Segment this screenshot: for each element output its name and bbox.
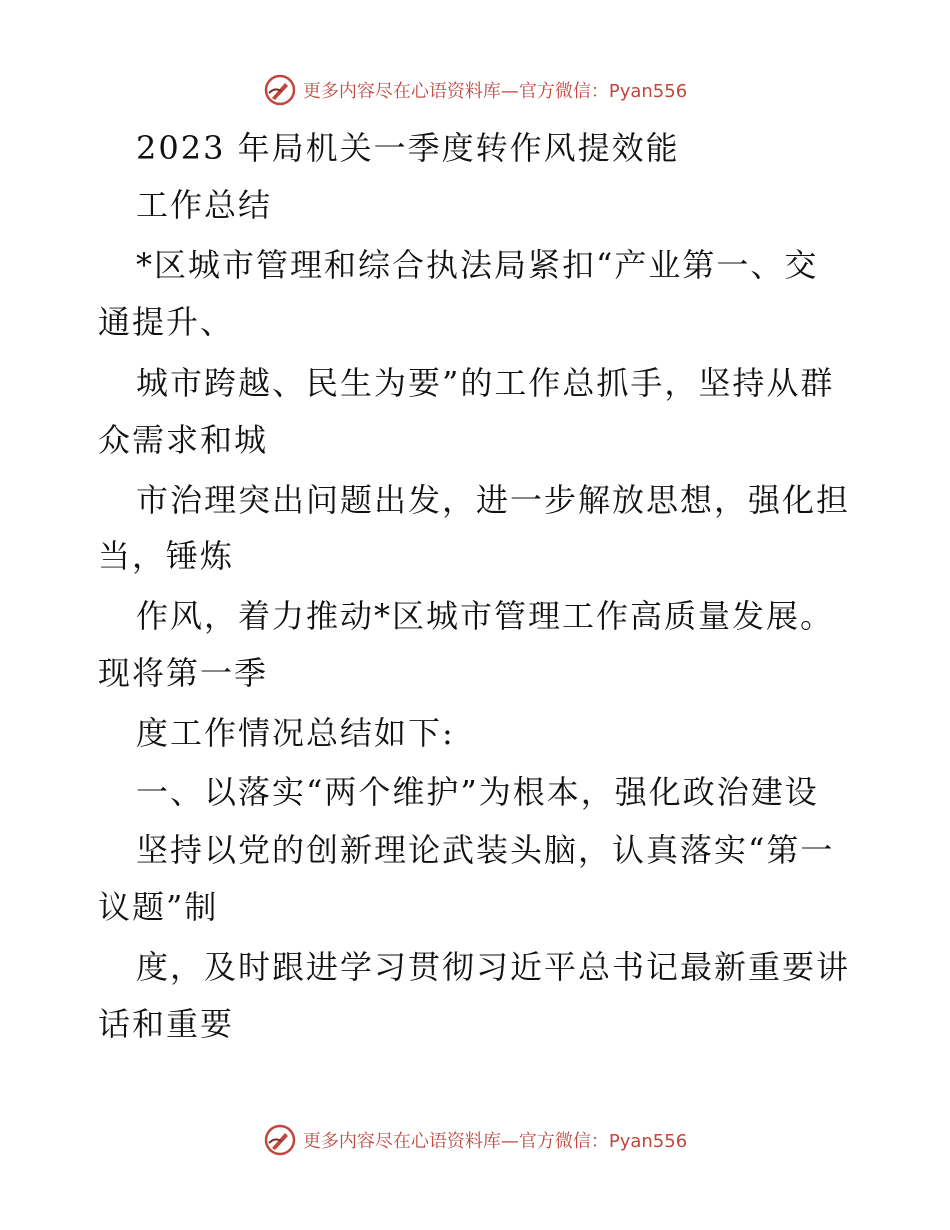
paragraph-line: 通提升、 [98, 303, 235, 341]
section-heading: 一、以落实“两个维护”为根本，强化政治建设 [136, 773, 819, 811]
watermark-text: 更多内容尽在心语资料库—官方微信：Pyan556 [302, 1131, 688, 1152]
paragraph-line: *区城市管理和综合执法局紧扣“产业第一、交 [136, 246, 819, 284]
paragraph-line: 坚持以党的创新理论武装头脑，认真落实“第一 [136, 831, 835, 869]
footer-watermark-banner [0, 1120, 950, 1160]
pen-logo-icon [263, 73, 297, 107]
paragraph-line: 作风，着力推动*区城市管理工作高质量发展。 [136, 597, 835, 635]
paragraph-line: 众需求和城 [98, 421, 269, 459]
paragraph-line: 话和重要 [98, 1005, 235, 1043]
paragraph-line: 当，锤炼 [98, 537, 235, 575]
paragraph-line: 城市跨越、民生为要”的工作总抓手，坚持从群 [136, 364, 835, 402]
paragraph-line: 度工作情况总结如下: [136, 714, 455, 752]
pen-logo-icon [263, 1123, 297, 1157]
document-title-line-2: 工作总结 [136, 186, 273, 224]
document-title-line-1: 2023 年局机关一季度转作风提效能 [136, 129, 680, 167]
paragraph-line: 现将第一季 [98, 654, 269, 692]
paragraph-line: 度，及时跟进学习贯彻习近平总书记最新重要讲 [136, 948, 851, 986]
header-watermark-banner [0, 70, 950, 110]
paragraph-line: 议题”制 [98, 888, 219, 926]
paragraph-line: 市治理突出问题出发，进一步解放思想，强化担 [136, 481, 851, 519]
watermark-text: 更多内容尽在心语资料库—官方微信：Pyan556 [302, 81, 688, 102]
